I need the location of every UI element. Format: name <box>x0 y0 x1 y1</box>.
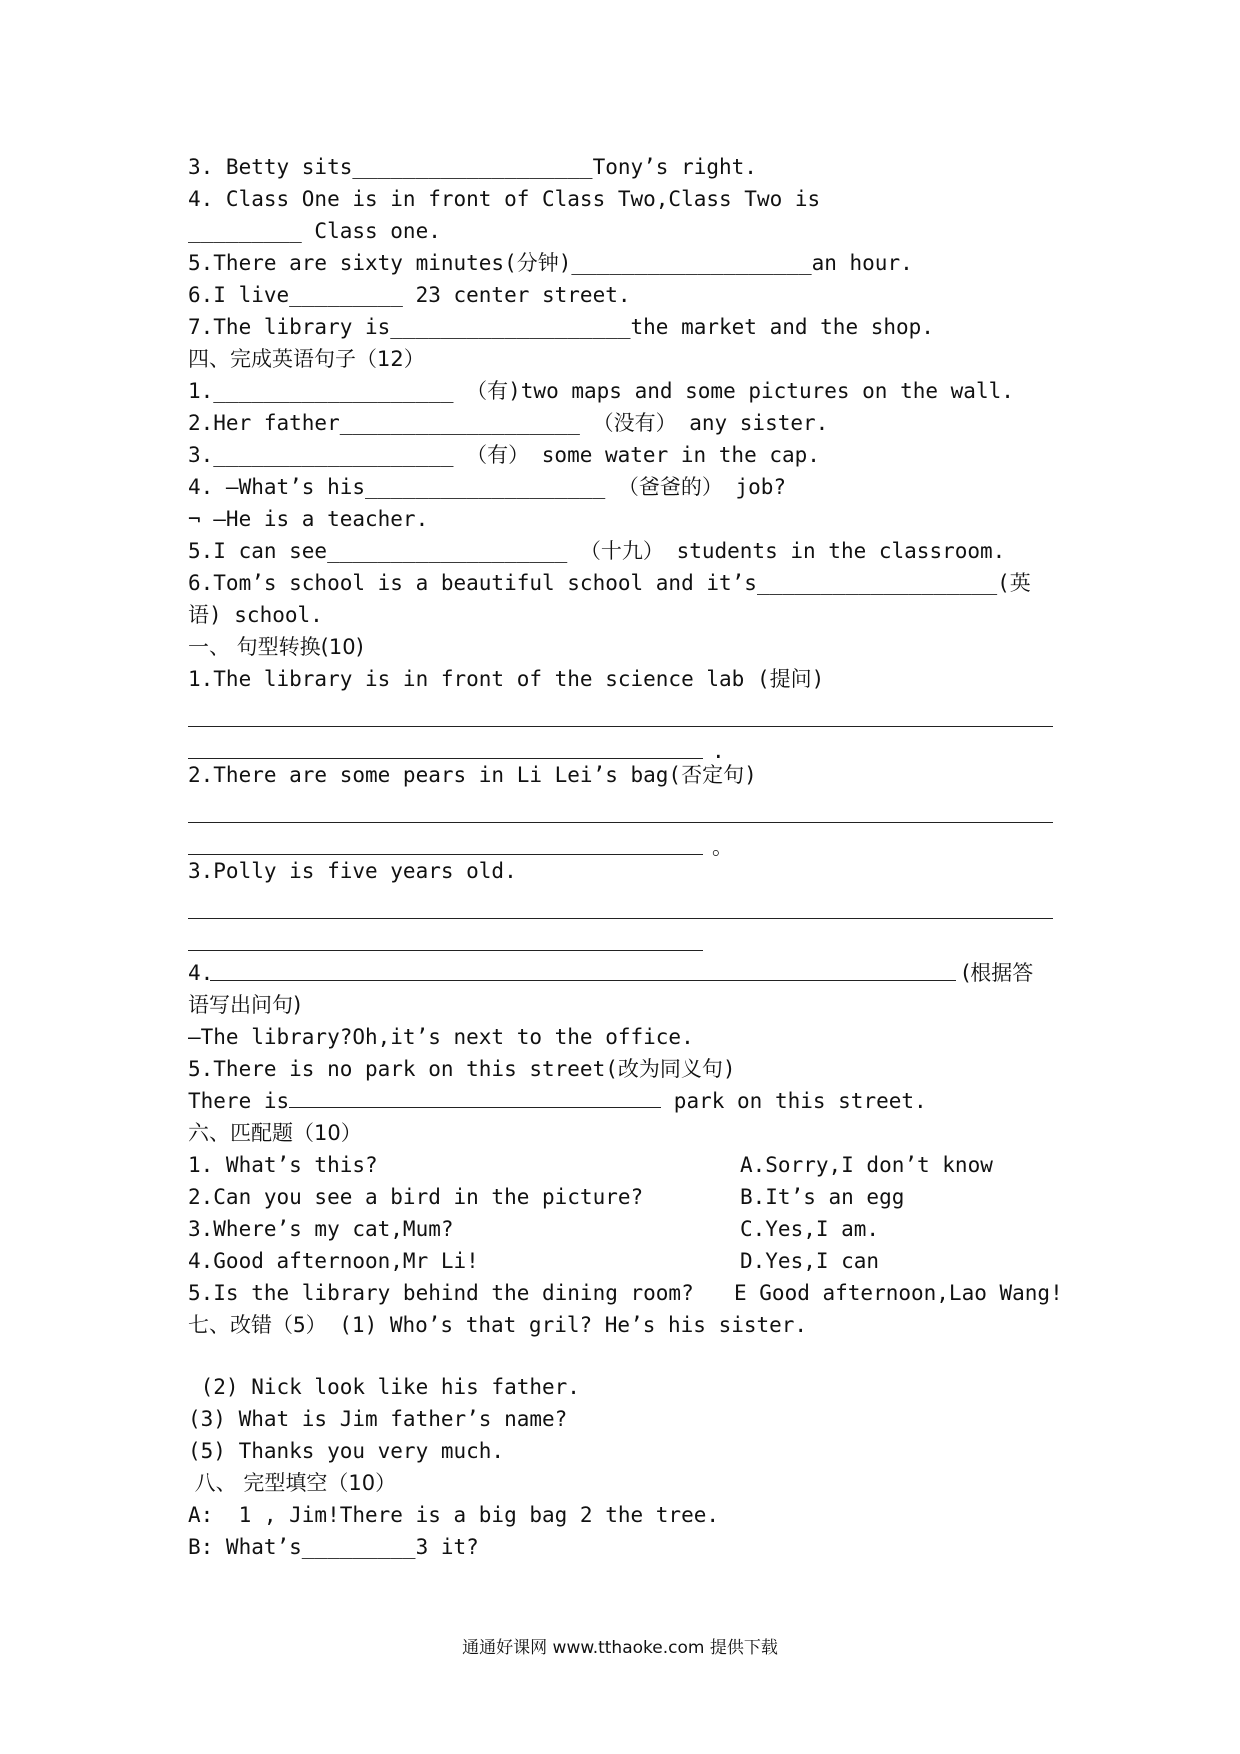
answer-line-q4[interactable] <box>210 956 956 981</box>
match-left-2: 2.Can you see a bird in the picture? <box>188 1185 644 1209</box>
fill-item-4-cont: _________ Class one. <box>188 219 441 243</box>
q2-period: 。 <box>712 835 733 859</box>
match-right-c: C.Yes,I am. <box>740 1217 880 1241</box>
q5-suffix: park on this street. <box>661 1089 927 1113</box>
section-heading-4: 四、完成英语句子（12） <box>188 347 425 371</box>
answer-line-q2b[interactable] <box>188 830 703 855</box>
complete-item-2: 2.Her father___________________ （没有） any sister. <box>188 411 829 435</box>
fill-item-6: 6.I live_________ 23 center street. <box>188 283 631 307</box>
q4-hint-cont: 语写出问句) <box>188 993 302 1017</box>
complete-item-6: 6.Tom’s school is a beautiful school and it’s___________________(英 <box>188 571 1031 595</box>
complete-item-6-cont: 语) school. <box>188 603 323 627</box>
error-item-3: (3) What is Jim father’s name? <box>188 1407 568 1431</box>
complete-item-4: 4. —What’s his___________________ （爸爸的） job? <box>188 475 787 499</box>
q5-sentence <box>188 1086 927 1116</box>
answer-line-q3a[interactable] <box>188 894 1053 919</box>
match-left-1: 1. What’s this? <box>188 1153 378 1177</box>
section-heading-7: 七、改错（5） (1) Who’s that gril? He’s his sister. <box>188 1313 808 1337</box>
match-right-a: A.Sorry,I don’t know <box>740 1153 993 1177</box>
transform-q1: 1.The library is in front of the science lab (提问) <box>188 667 825 691</box>
answer-line-q2a[interactable] <box>188 798 1053 823</box>
transform-q3: 3.Polly is five years old. <box>188 859 517 883</box>
error-item-2: (2) Nick look like his father. <box>188 1375 580 1399</box>
section-heading-5: 一、 句型转换(10) <box>188 635 364 659</box>
q4-hint: (根据答 <box>962 961 1034 985</box>
section-heading-8: 八、 完型填空（10） <box>188 1471 397 1495</box>
answer-line-q1a[interactable] <box>188 702 1053 727</box>
answer-line-q1b[interactable] <box>188 734 703 759</box>
match-left-4: 4.Good afternoon,Mr Li! <box>188 1249 479 1273</box>
q5-blank[interactable] <box>289 1087 661 1108</box>
fill-item-5: 5.There are sixty minutes(分钟)___________________an hour. <box>188 251 913 275</box>
match-right-d: D.Yes,I can <box>740 1249 880 1273</box>
match-right-b: B.It’s an egg <box>740 1185 905 1209</box>
match-left-3: 3.Where’s my cat,Mum? <box>188 1217 454 1241</box>
complete-item-5: 5.I can see___________________ （十九） students in the classroom. <box>188 539 1006 563</box>
page-footer: 通通好课网 www.tthaoke.com 提供下载 <box>462 1638 778 1658</box>
transform-q2: 2.There are some pears in Li Lei’s bag(否定句) <box>188 763 757 787</box>
complete-item-1: 1.___________________ （有)two maps and some pictures on the wall. <box>188 379 1014 403</box>
fill-item-4: 4. Class One is in front of Class Two,Class Two is <box>188 187 821 211</box>
error-item-5: (5) Thanks you very much. <box>188 1439 505 1463</box>
q5-prefix: There is <box>188 1089 290 1113</box>
fill-item-7: 7.The library is___________________the market and the shop. <box>188 315 934 339</box>
complete-item-3: 3.___________________ （有） some water in the cap. <box>188 443 820 467</box>
complete-item-4-answer: ¬ —He is a teacher. <box>188 507 429 531</box>
answer-line-q3b[interactable] <box>188 926 703 951</box>
transform-q4-number: 4. <box>188 961 214 985</box>
fill-item-3: 3. Betty sits___________________Tony’s right. <box>188 155 757 179</box>
transform-q5: 5.There is no park on this street(改为同义句) <box>188 1057 736 1081</box>
match-right-e: E Good afternoon,Lao Wang! <box>734 1281 1063 1305</box>
q4-answer-sentence: —The library?Oh,it’s next to the office. <box>188 1025 694 1049</box>
cloze-line-a: A: 1 , Jim!There is a big bag 2 the tree. <box>188 1503 720 1527</box>
cloze-line-b: B: What’s_________3 it? <box>188 1535 479 1559</box>
match-left-5: 5.Is the library behind the dining room? <box>188 1281 694 1305</box>
section-heading-6: 六、匹配题（10） <box>188 1121 362 1145</box>
q1-period: . <box>712 739 725 763</box>
